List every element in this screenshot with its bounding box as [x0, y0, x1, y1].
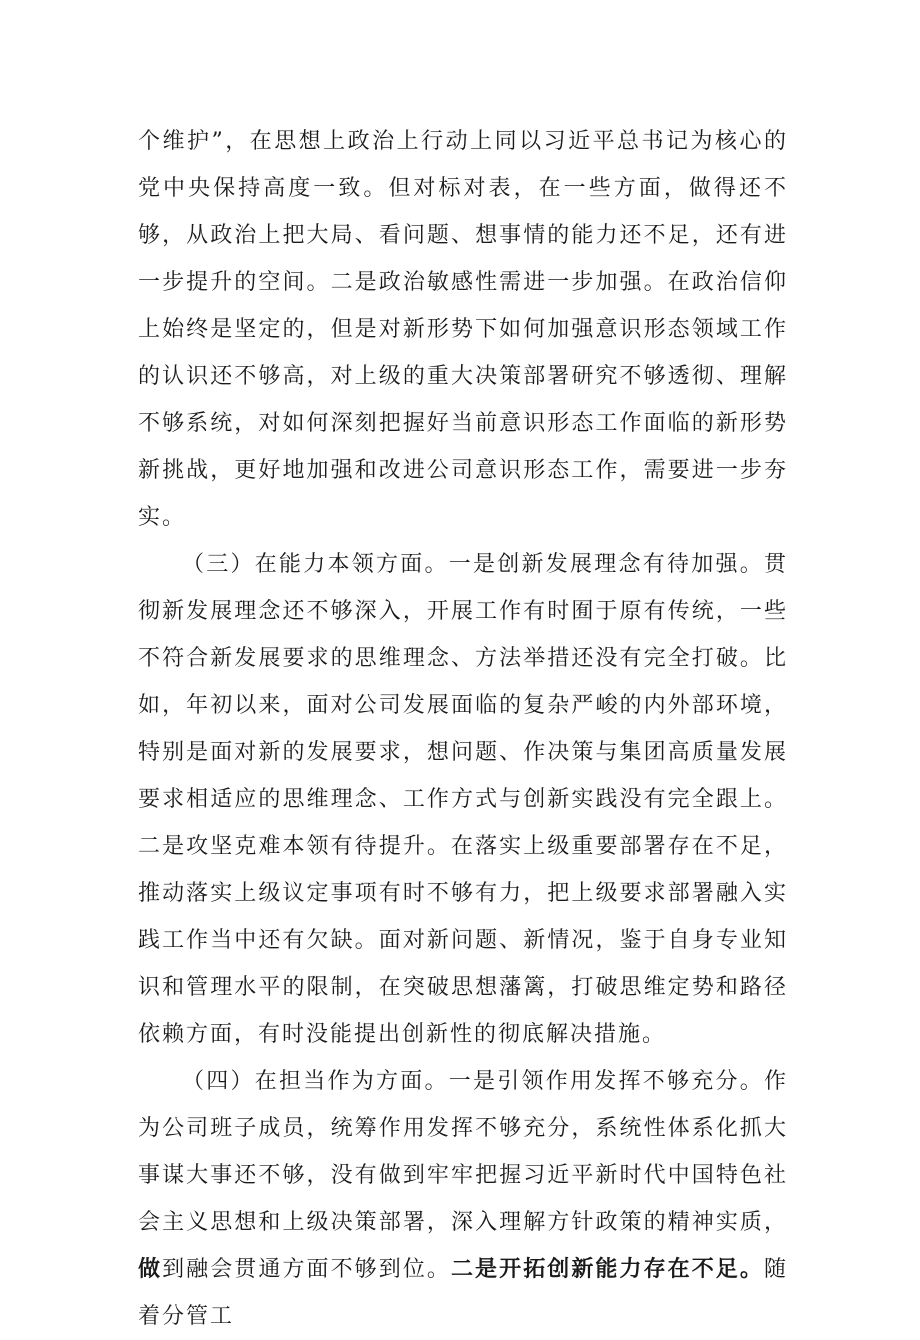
- paragraph-ability-skills: （三）在能力本领方面。一是创新发展理念有待加强。贯彻新发展理念还不够深入，开展工作有时囿于原有传统，一些不符合新发展要求的思维理念、方法举措还没有完全打破。比如，年初以来，面对公司发展面临的复杂严峻的内外部环境，特别是面对新的发展要求，想问题、作决策与集团高质量发展要求相适应的思维理念、工作方式与创新实践没有完全跟上。二是攻坚克难本领有待提升。在落实上级重要部署存在不足，推动落实上级议定事项有时不够有力，把上级要求部署融入实践工作当中还有欠缺。面对新问题、新情况，鉴于自身专业知识和管理水平的限制，在突破思想藩篱，打破思维定势和路径依赖方面，有时没能提出创新性的彻底解决措施。: [138, 552, 788, 1047]
- bold-text-segment: 做: [138, 1256, 163, 1282]
- paragraph-text-segment: 随着分管工: [138, 1257, 788, 1329]
- paragraph-responsibility: [138, 1058, 788, 1340]
- paragraph-political-awareness: 个维护”，在思想上政治上行动上同以习近平总书记为核心的党中央保持高度一致。但对标对表，在一些方面，做得还不够，从政治上把大局、看问题、想事情的能力还不足，还有进一步提升的空间。二是政治敏感性需进一步加强。在政治信仰上始终是坚定的，但是对新形势下如何加强意识形态领域工作的认识还不够高，对上级的重大决策部署研究不够透彻、理解不够系统，对如何深刻把握好当前意识形态工作面临的新形势新挑战，更好地加强和改进公司意识形态工作，需要进一步夯实。: [138, 129, 788, 530]
- bold-heading-segment: 二是开拓创新能力存在不足。: [450, 1256, 764, 1282]
- document-body: [138, 118, 788, 1340]
- paragraph-text-segment: （四）在担当作为方面。一是引领作用发挥不够充分。作为公司班子成员，统筹作用发挥不够充分，系统性体系化抓大事谋大事还不够，没有做到牢牢把握习近平新时代中国特色社会主义思想和上级决策部署，深入理解方针政策的精神实质，: [138, 1069, 788, 1235]
- paragraph-text-segment: 到融会贯通方面不够到位。: [162, 1257, 451, 1282]
